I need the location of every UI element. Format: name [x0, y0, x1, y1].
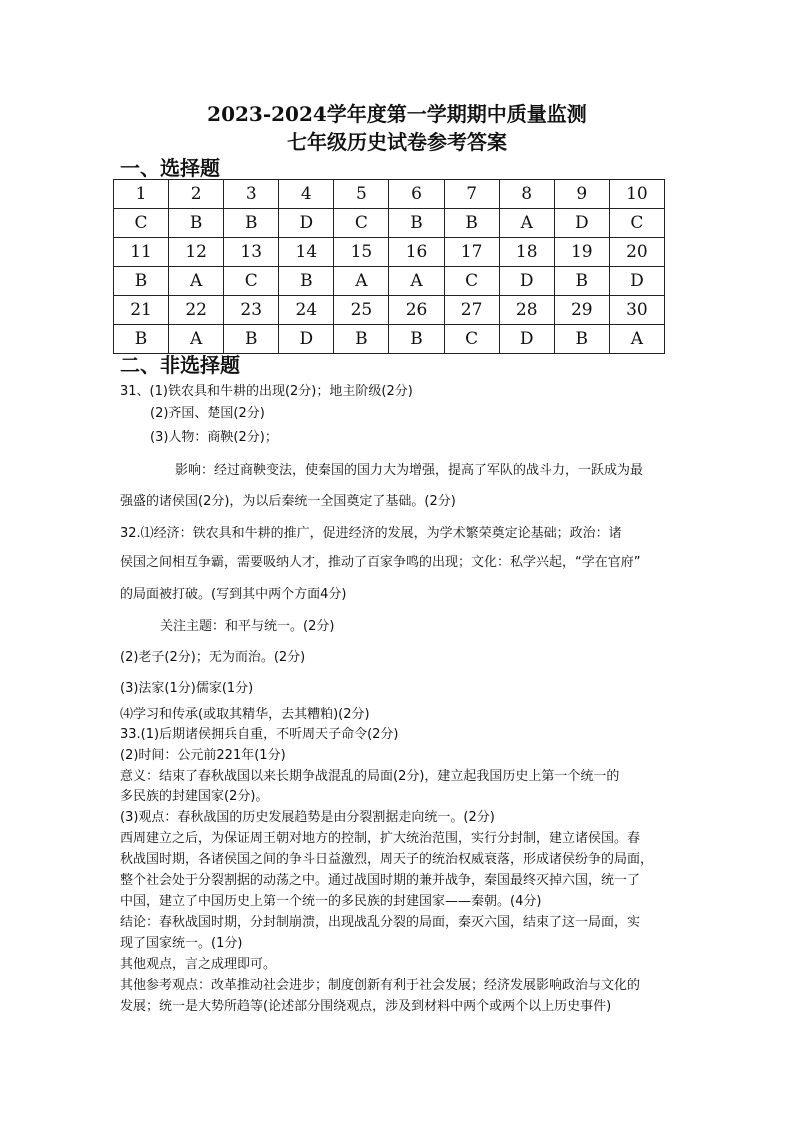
answer-cell: A: [499, 209, 554, 238]
question-number-cell: 3: [224, 180, 279, 209]
answer-cell: B: [114, 267, 169, 296]
q31-line-2: (2)齐国、楚国(2分): [150, 406, 265, 421]
question-number-cell: 22: [169, 296, 224, 325]
answer-cell: D: [279, 325, 334, 354]
question-number-cell: 21: [114, 296, 169, 325]
question-number-cell: 27: [444, 296, 499, 325]
question-number-cell: 13: [224, 238, 279, 267]
q33-line-10: 结论：春秋战国时期，分封制崩溃，出现战乱分裂的局面，秦灭六国，结束了这一局面，实: [120, 915, 641, 930]
answer-cell: D: [499, 325, 554, 354]
q31-line-3: (3)人物：商鞅(2分)；: [150, 430, 278, 445]
question-number-cell: 19: [554, 238, 609, 267]
question-number-cell: 30: [609, 296, 664, 325]
answer-cell: A: [169, 325, 224, 354]
q32-line-5: (2)老子(2分)；无为而治。(2分): [120, 650, 306, 665]
question-number-cell: 26: [389, 296, 444, 325]
question-number-cell: 9: [554, 180, 609, 209]
question-number-cell: 14: [279, 238, 334, 267]
answer-cell: C: [224, 267, 279, 296]
answer-cell: C: [444, 267, 499, 296]
answer-cell: B: [114, 325, 169, 354]
answer-row: [114, 209, 665, 238]
q31-line-1: 31、(1)铁农具和牛耕的出现(2分)；地主阶级(2分): [120, 384, 413, 399]
question-number-row: [114, 180, 665, 209]
answer-cell: B: [279, 267, 334, 296]
answer-cell: D: [499, 267, 554, 296]
question-number-cell: 23: [224, 296, 279, 325]
q33-line-3: 意义：结束了春秋战国以来长期争战混乱的局面(2分)，建立起我国历史上第一个统一的: [120, 769, 620, 784]
answer-cell: D: [609, 267, 664, 296]
q33-line-14: 发展；统一是大势所趋等(论述部分围绕观点，涉及到材料中两个或两个以上历史事件): [120, 999, 612, 1014]
q32-line-2: 侯国之间相互争霸，需要吸纳人才，推动了百家争鸣的出现；文化：私学兴起，“学在官府”: [120, 555, 641, 570]
answer-cell: B: [389, 325, 444, 354]
answer-cell: D: [279, 209, 334, 238]
question-number-cell: 10: [609, 180, 664, 209]
question-number-cell: 15: [334, 238, 389, 267]
answer-cell: C: [114, 209, 169, 238]
question-number-row: [114, 238, 665, 267]
q33-line-1: 33.(1)后期诸侯拥兵自重，不听周天子命令(2分): [120, 727, 399, 742]
answer-row: [114, 267, 665, 296]
q33-line-4: 多民族的封建国家(2分)。: [120, 789, 269, 804]
question-number-cell: 12: [169, 238, 224, 267]
answer-cell: C: [609, 209, 664, 238]
question-number-cell: 17: [444, 238, 499, 267]
question-number-cell: 1: [114, 180, 169, 209]
question-number-cell: 24: [279, 296, 334, 325]
question-number-cell: 28: [499, 296, 554, 325]
answer-cell: B: [224, 325, 279, 354]
q32-line-4: 关注主题：和平与统一。(2分): [160, 619, 335, 634]
q31-line-4: 影响：经过商鞅变法，使秦国的国力大为增强，提高了军队的战斗力，一跃成为最: [175, 463, 644, 478]
answer-cell: B: [224, 209, 279, 238]
q33-line-11: 现了国家统一。(1分): [120, 936, 243, 951]
answer-cell: C: [334, 209, 389, 238]
page-title: 2023-2024学年度第一学期期中质量监测: [207, 102, 587, 126]
answer-cell: B: [554, 267, 609, 296]
answer-cell: B: [554, 325, 609, 354]
answer-cell: D: [554, 209, 609, 238]
q33-line-13: 其他参考观点：改革推动社会进步；制度创新有利于社会发展；经济发展影响政治与文化的: [120, 978, 641, 993]
answer-cell: B: [169, 209, 224, 238]
question-number-cell: 7: [444, 180, 499, 209]
answer-cell: A: [169, 267, 224, 296]
q33-line-12: 其他观点，言之成理即可。: [120, 957, 277, 972]
question-number-cell: 11: [114, 238, 169, 267]
q31-line-5: 强盛的诸侯国(2分)，为以后秦统一全国奠定了基础。(2分): [120, 494, 456, 509]
q33-line-6: 西周建立之后，为保证周王朝对地方的控制，扩大统治范围，实行分封制，建立诸侯国。春: [120, 831, 641, 846]
q33-line-5: (3)观点：春秋战国的历史发展趋势是由分裂割据走向统一。(2分): [120, 810, 495, 825]
answer-cell: A: [334, 267, 389, 296]
question-number-cell: 2: [169, 180, 224, 209]
q32-line-1: 32.⑴经济：铁农具和牛耕的推广，促进经济的发展，为学术繁荣奠定论基础；政治：诸: [120, 526, 622, 541]
question-number-cell: 16: [389, 238, 444, 267]
question-number-cell: 18: [499, 238, 554, 267]
answer-cell: B: [444, 209, 499, 238]
question-number-row: [114, 296, 665, 325]
page-subtitle: 七年级历史试卷参考答案: [287, 130, 507, 154]
q32-line-6: (3)法家(1分)儒家(1分): [120, 681, 254, 696]
section-heading-choice: 一、选择题: [120, 156, 220, 180]
q33-line-8: 整个社会处于分裂割据的动荡之中。通过战国时期的兼并战争，秦国最终灭掉六国，统一了: [120, 873, 641, 888]
answer-cell: C: [444, 325, 499, 354]
answer-table: [113, 179, 665, 354]
q33-line-9: 中国，建立了中国历史上第一个统一的多民族的封建国家——秦朝。(4分): [120, 894, 542, 909]
answer-cell: B: [389, 209, 444, 238]
question-number-cell: 25: [334, 296, 389, 325]
answer-cell: A: [389, 267, 444, 296]
q33-line-2: (2)时间：公元前221年(1分): [120, 748, 286, 763]
question-number-cell: 29: [554, 296, 609, 325]
q32-line-3: 的局面被打破。(写到其中两个方面4分): [120, 587, 347, 602]
question-number-cell: 8: [499, 180, 554, 209]
question-number-cell: 4: [279, 180, 334, 209]
question-number-cell: 20: [609, 238, 664, 267]
answer-cell: A: [609, 325, 664, 354]
answer-cell: B: [334, 325, 389, 354]
question-number-cell: 5: [334, 180, 389, 209]
q33-line-7: 秋战国时期，各诸侯国之间的争斗日益激烈，周天子的统治权威衰落，形成诸侯纷争的局面，: [120, 852, 654, 867]
question-number-cell: 6: [389, 180, 444, 209]
q32-line-7: ⑷学习和传承(或取其精华，去其糟粕)(2分): [120, 707, 370, 722]
section-heading-nonchoice: 二、非选择题: [120, 353, 240, 377]
